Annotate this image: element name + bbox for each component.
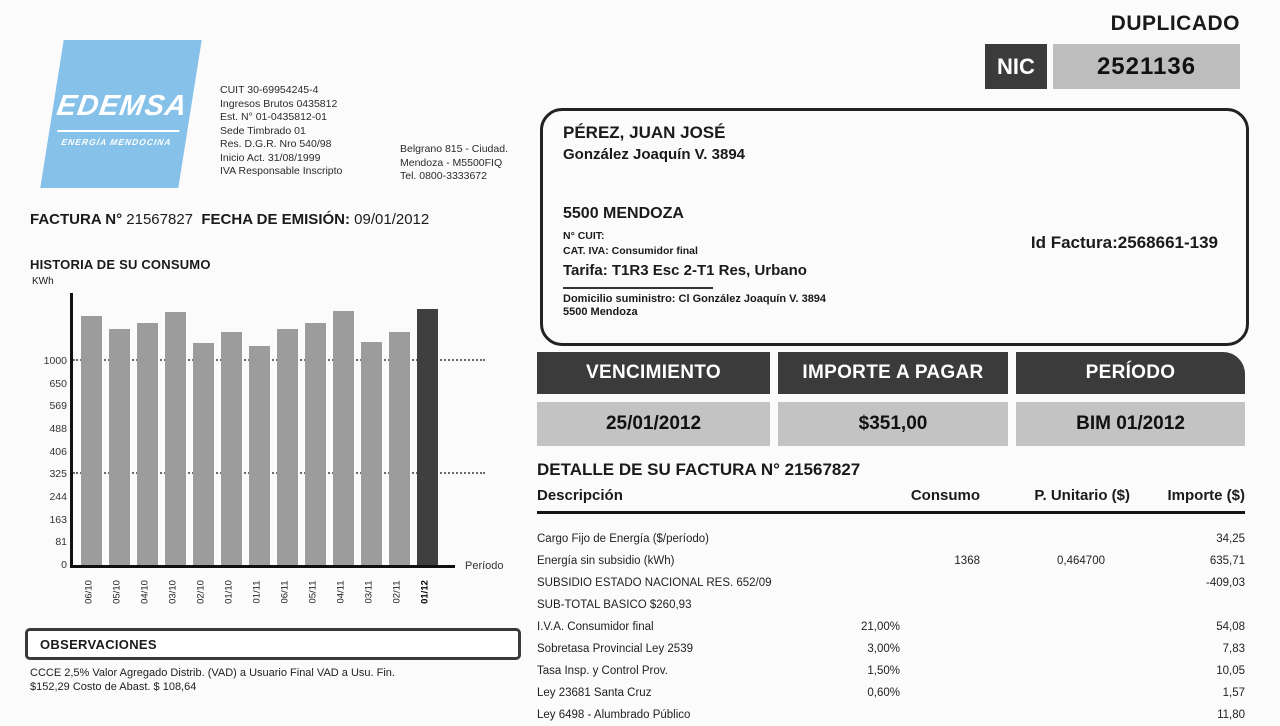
text-line: Est. N° 01-0435812-01 xyxy=(220,111,327,123)
detail-row xyxy=(537,682,1245,704)
chart-x-tick xyxy=(162,568,183,616)
chart-x-tick-label: 03/10 xyxy=(167,580,178,604)
detail-cell-importe: 7,83 xyxy=(1222,643,1245,655)
consumption-history-chart xyxy=(30,257,504,616)
detail-cell-descripcion: I.V.A. Consumidor final xyxy=(537,621,654,633)
chart-y-tick-label: 244 xyxy=(49,491,67,503)
text-line: CCCE 2,5% Valor Agregado Distrib. (VAD) a Usuario Final VAD a Usu. Fin. xyxy=(30,667,395,679)
chart-x-tick-label: 04/10 xyxy=(139,580,150,604)
detail-cell-importe: 1,57 xyxy=(1222,687,1245,699)
detail-cell-consumo: 21,00% xyxy=(860,621,900,633)
customer-tarifa: Tarifa: T1R3 Esc 2-T1 Res, Urbano xyxy=(563,262,807,279)
detail-cell-descripcion: Ley 6498 - Alumbrado Público xyxy=(537,709,691,721)
chart-title: HISTORIA DE SU CONSUMO xyxy=(30,257,211,272)
detail-header-consumo: Consumo xyxy=(910,487,980,504)
chart-x-tick xyxy=(358,568,379,616)
chart-x-tick xyxy=(386,568,407,616)
detail-cell-punitario: 0,464700 xyxy=(1057,555,1105,567)
detail-header-row xyxy=(537,487,1245,504)
text-line: Tel. 0800-3333672 xyxy=(400,170,487,182)
detail-cell-consumo: 1,50% xyxy=(867,665,900,677)
text-line: Belgrano 815 - Ciudad. xyxy=(400,143,508,155)
chart-y-tick-label: 650 xyxy=(49,377,67,390)
chart-y-tick-label: 81 xyxy=(55,536,67,549)
summary-header-vencimiento: VENCIMIENTO xyxy=(537,352,770,394)
detail-cell-importe: 11,80 xyxy=(1217,709,1245,721)
detail-cell-punitario xyxy=(980,594,1130,616)
detail-cell-importe: 54,08 xyxy=(1216,621,1245,633)
chart-bar xyxy=(109,329,130,565)
chart-x-tick xyxy=(330,568,351,616)
summary-header-importe: IMPORTE A PAGAR xyxy=(778,352,1008,394)
text-line: IVA Responsable Inscripto xyxy=(220,165,343,177)
text-line: Ingresos Brutos 0435812 xyxy=(220,97,338,110)
summary-header-row xyxy=(537,352,1245,394)
chart-plot-area xyxy=(43,293,504,572)
chart-x-tick xyxy=(218,568,239,616)
detail-cell-punitario xyxy=(980,638,1130,660)
customer-domicilio-1: Domicilio suministro: Cl González Joaquín V. 3894 xyxy=(563,293,827,305)
text-line: CUIT 30-69954245-4 xyxy=(220,84,319,96)
chart-x-tick-label: 05/11 xyxy=(307,580,318,604)
chart-bar xyxy=(221,332,242,565)
detail-cell-descripcion: SUB-TOTAL BASICO $260,93 xyxy=(537,599,692,611)
detail-cell-consumo: 1368 xyxy=(954,555,980,567)
customer-box xyxy=(540,108,1249,346)
detail-header-descripcion: Descripción xyxy=(537,487,623,504)
chart-x-tick xyxy=(302,568,323,616)
chart-x-axis-label: Período xyxy=(465,560,504,572)
detail-cell-punitario xyxy=(980,704,1130,726)
chart-x-tick xyxy=(414,568,435,616)
factura-label: FACTURA N° xyxy=(30,211,123,228)
detail-row xyxy=(537,572,1245,594)
chart-bars xyxy=(81,309,438,565)
detail-row xyxy=(537,704,1245,726)
logo-divider xyxy=(57,130,179,132)
chart-bar xyxy=(361,342,382,565)
chart-x-tick xyxy=(274,568,295,616)
chart-bar xyxy=(137,323,158,565)
detail-cell-consumo xyxy=(830,528,980,550)
invoice-detail-section xyxy=(537,460,1245,726)
chart-x-tick-label: 01/11 xyxy=(251,580,262,604)
chart-x-tick-label: 06/11 xyxy=(279,580,290,604)
detail-cell-punitario xyxy=(980,682,1130,704)
customer-street: González Joaquín V. 3894 xyxy=(563,146,746,163)
edemsa-logo-subtext: ENERGÍA MENDOCINA xyxy=(60,137,173,147)
customer-city: 5500 MENDOZA xyxy=(563,205,684,222)
invoice-number-line xyxy=(30,211,429,228)
chart-x-tick-label: 05/10 xyxy=(111,580,122,604)
detail-cell-importe: 34,25 xyxy=(1216,533,1245,545)
detail-cell-descripcion: SUBSIDIO ESTADO NACIONAL RES. 652/09 xyxy=(537,577,772,589)
detail-cell-importe: 635,71 xyxy=(1209,555,1245,567)
chart-y-tick-label: 488 xyxy=(49,423,67,435)
detail-cell-consumo xyxy=(830,594,980,616)
chart-y-tick-label: 406 xyxy=(49,445,67,458)
chart-x-tick-labels xyxy=(78,568,500,616)
emision-fecha: 09/01/2012 xyxy=(349,211,430,228)
detail-row xyxy=(537,616,1245,638)
customer-cuit-label: N° CUIT: xyxy=(563,230,605,242)
company-address-info xyxy=(400,143,508,184)
chart-x-tick xyxy=(106,568,127,616)
detail-cell-consumo: 0,60% xyxy=(867,687,900,699)
detail-row xyxy=(537,638,1245,660)
text-line: Mendoza - M5500FIQ xyxy=(400,156,503,169)
detail-cell-punitario xyxy=(980,572,1130,594)
duplicado-stamp: DUPLICADO xyxy=(1110,12,1240,35)
chart-bar xyxy=(277,329,298,565)
chart-y-tick-label: 0 xyxy=(61,559,67,571)
text-line: Res. D.G.R. Nro 540/98 xyxy=(220,138,332,150)
detail-cell-consumo: 3,00% xyxy=(867,643,900,655)
detail-header-punitario: P. Unitario ($) xyxy=(1034,487,1130,504)
nic-label: NIC xyxy=(985,44,1047,89)
chart-bar xyxy=(333,311,354,565)
chart-x-tick-label: 01/12 xyxy=(419,580,430,604)
chart-y-tick-label: 325 xyxy=(49,468,67,481)
chart-x-tick-label: 04/11 xyxy=(335,580,346,604)
chart-y-tick-label: 163 xyxy=(49,513,67,526)
chart-x-tick-label: 01/10 xyxy=(223,580,234,604)
summary-value-row xyxy=(537,394,1245,446)
text-line: Inicio Act. 31/08/1999 xyxy=(220,151,321,164)
detail-header-rule xyxy=(537,511,1245,514)
detail-header-importe: Importe ($) xyxy=(1167,487,1245,504)
detail-title: DETALLE DE SU FACTURA N° 21567827 xyxy=(537,460,861,479)
chart-y-tick-label: 1000 xyxy=(43,355,67,367)
chart-x-tick-label: 02/10 xyxy=(195,580,206,604)
factura-numero: 21567827 xyxy=(122,211,194,228)
chart-bar xyxy=(81,316,102,565)
detail-cell-importe: -409,03 xyxy=(1205,577,1245,589)
chart-y-unit-label: KWh xyxy=(32,276,54,287)
detail-cell-punitario xyxy=(980,660,1130,682)
chart-x-tick-label: 06/10 xyxy=(83,580,94,604)
chart-x-tick xyxy=(78,568,99,616)
edemsa-logo-text: EDEMSA xyxy=(54,90,190,122)
summary-value-vencimiento: 25/01/2012 xyxy=(537,402,770,446)
payment-summary-table xyxy=(537,352,1245,446)
chart-bar xyxy=(193,343,214,565)
summary-header-periodo: PERÍODO xyxy=(1016,352,1245,394)
detail-row xyxy=(537,550,1245,572)
detail-row xyxy=(537,594,1245,616)
detail-row xyxy=(537,528,1245,550)
detail-cell-punitario xyxy=(980,616,1130,638)
detail-cell-descripcion: Sobretasa Provincial Ley 2539 xyxy=(537,643,693,655)
detail-cell-consumo xyxy=(830,704,980,726)
detail-row xyxy=(537,660,1245,682)
chart-bar xyxy=(305,323,326,565)
text-line: $152,29 Costo de Abast. $ 108,64 xyxy=(30,681,197,693)
chart-bar xyxy=(165,312,186,565)
detail-cell-importe: 10,05 xyxy=(1216,665,1245,677)
customer-cat-iva: CAT. IVA: Consumidor final xyxy=(563,245,698,257)
edemsa-logo xyxy=(40,40,201,188)
detail-rows xyxy=(537,528,1245,726)
emision-label: FECHA DE EMISIÓN: xyxy=(201,211,350,228)
detail-cell-descripcion: Ley 23681 Santa Cruz xyxy=(537,687,652,699)
detail-cell-punitario xyxy=(980,528,1130,550)
detail-cell-consumo xyxy=(830,572,980,594)
chart-x-tick xyxy=(190,568,211,616)
observaciones-title: OBSERVACIONES xyxy=(40,636,157,652)
nic-value: 2521136 xyxy=(1053,44,1240,89)
observaciones-text xyxy=(30,666,530,694)
chart-bar xyxy=(389,332,410,565)
chart-x-tick xyxy=(246,568,267,616)
detail-cell-descripcion: Cargo Fijo de Energía ($/período) xyxy=(537,533,709,545)
customer-name: PÉREZ, JUAN JOSÉ xyxy=(563,123,726,142)
chart-x-tick-label: 03/11 xyxy=(363,580,374,604)
detail-cell-descripcion: Tasa Insp. y Control Prov. xyxy=(537,665,668,677)
text-line: Sede Timbrado 01 xyxy=(220,124,306,137)
id-factura: Id Factura:2568661-139 xyxy=(1030,233,1218,252)
chart-x-tick xyxy=(134,568,155,616)
customer-domicilio-2: 5500 Mendoza xyxy=(563,306,638,318)
chart-y-tick-label: 569 xyxy=(49,400,67,413)
chart-x-tick-label: 02/11 xyxy=(391,580,402,604)
summary-value-periodo: BIM 01/2012 xyxy=(1016,402,1245,446)
observaciones-box xyxy=(25,628,521,660)
company-fiscal-info xyxy=(220,84,342,179)
detail-cell-importe xyxy=(1130,594,1245,616)
chart-bar xyxy=(249,346,270,565)
summary-value-importe: $351,00 xyxy=(778,402,1008,446)
detail-cell-descripcion: Energía sin subsidio (kWh) xyxy=(537,555,675,567)
chart-bar-current xyxy=(417,309,438,565)
customer-box-divider xyxy=(563,287,713,289)
